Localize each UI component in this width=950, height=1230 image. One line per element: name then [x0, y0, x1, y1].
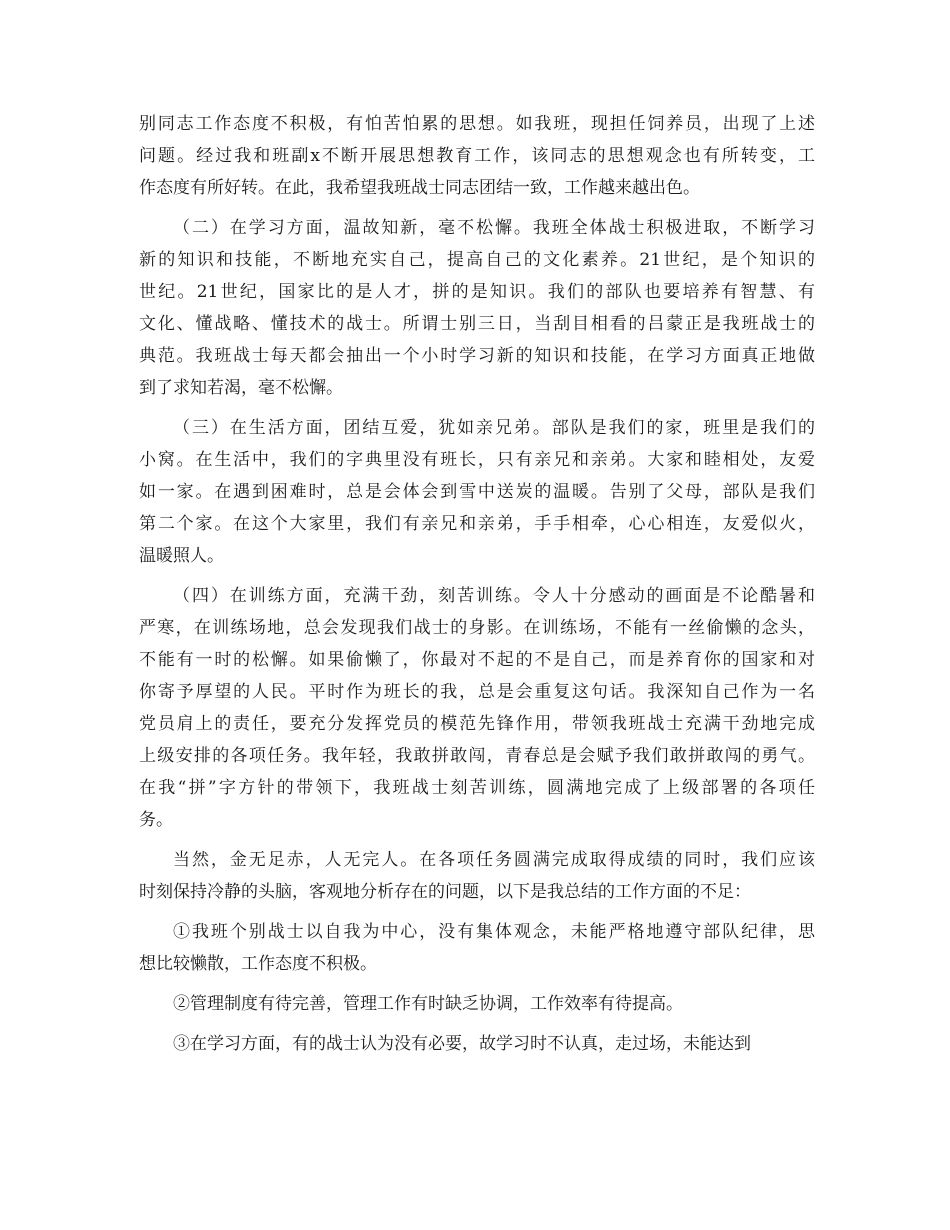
text-line: （四）在训练方面，充满干劲，刻苦训练。令人十分感动的画面是不论酷暑和: [173, 586, 815, 606]
text-line: 文化、懂战略、懂技术的战士。所谓士别三日，当刮目相看的吕蒙正是我班战士的: [139, 314, 815, 334]
text-line: 温暖照人。: [139, 546, 224, 566]
text-line: 典范。我班战士每天都会抽出一个小时学习新的知识和技能，在学习方面真正地做: [139, 346, 815, 366]
paragraph: [139, 580, 815, 836]
paragraph: [139, 988, 815, 1020]
paragraph: [139, 916, 815, 980]
text-line: 当然，金无足赤，人无完人。在各项任务圆满完成取得成绩的同时，我们应该: [173, 850, 815, 870]
text-line: ②管理制度有待完善，管理工作有时缺乏协调，工作效率有待提高。: [173, 994, 683, 1014]
text-line: 在我“拼”字方针的带领下，我班战士刻苦训练，圆满地完成了上级部署的各项任: [139, 778, 815, 798]
paragraph-gap: [139, 572, 815, 580]
text-line: 如一家。在遇到困难时，总是会体会到雪中送炭的温暖。告别了父母，部队是我们: [139, 482, 815, 502]
text-line: 第二个家。在这个大家里，我们有亲兄和亲弟，手手相牵，心心相连，友爱似火，: [139, 514, 815, 534]
text-line: ③在学习方面，有的战士认为没有必要，故学习时不认真，走过场，未能达到: [173, 1034, 751, 1054]
text-line: 别同志工作态度不积极，有怕苦怕累的思想。如我班，现担任饲养员，出现了上述: [139, 114, 815, 134]
text-line: 想比较懒散，工作态度不积极。: [139, 954, 377, 974]
text-line: ①我班个别战士以自我为中心，没有集体观念，未能严格地遵守部队纪律，思: [173, 922, 815, 942]
text-line: 作态度有所好转。在此，我希望我班战士同志团结一致，工作越来越出色。: [139, 178, 700, 198]
paragraph-gap: [139, 836, 815, 844]
paragraph-gap: [139, 1020, 815, 1028]
paragraph-gap: [139, 204, 815, 212]
paragraph-gap: [139, 980, 815, 988]
text-line: 党员肩上的责任，要充分发挥党员的模范先锋作用，带领我班战士充满干劲地完成: [139, 714, 815, 734]
paragraph: [139, 212, 815, 404]
text-line: （三）在生活方面，团结互爱，犹如亲兄弟。部队是我们的家，班里是我们的: [173, 418, 815, 438]
text-line: （二）在学习方面，温故知新，毫不松懈。我班全体战士积极进取，不断学习: [173, 218, 815, 238]
text-line: 新的知识和技能，不断地充实自己，提高自己的文化素养。21世纪，是个知识的: [139, 250, 815, 270]
paragraph-gap: [139, 404, 815, 412]
paragraph: [139, 108, 815, 204]
text-line: 到了求知若渴，毫不松懈。: [139, 378, 343, 398]
paragraph-gap: [139, 908, 815, 916]
paragraph: [139, 844, 815, 908]
text-line: 不能有一时的松懈。如果偷懒了，你最对不起的不是自己，而是养育你的国家和对: [139, 650, 815, 670]
text-line: 世纪。21世纪，国家比的是人才，拼的是知识。我们的部队也要培养有智慧、有: [139, 282, 815, 302]
text-line: 你寄予厚望的人民。平时作为班长的我，总是会重复这句话。我深知自己作为一名: [139, 682, 815, 702]
paragraph: [139, 412, 815, 572]
text-line: 问题。经过我和班副x不断开展思想教育工作，该同志的思想观念也有所转变，工: [139, 146, 815, 166]
text-line: 务。: [139, 810, 173, 830]
document-body: [139, 108, 815, 1060]
text-line: 严寒，在训练场地，总会发现我们战士的身影。在训练场，不能有一丝偷懒的念头，: [139, 618, 815, 638]
text-line: 上级安排的各项任务。我年轻，我敢拼敢闯，青春总是会赋予我们敢拼敢闯的勇气。: [139, 746, 815, 766]
paragraph: [139, 1028, 815, 1060]
text-line: 时刻保持冷静的头脑，客观地分析存在的问题，以下是我总结的工作方面的不足：: [139, 882, 751, 902]
text-line: 小窝。在生活中，我们的字典里没有班长，只有亲兄和亲弟。大家和睦相处，友爱: [139, 450, 815, 470]
